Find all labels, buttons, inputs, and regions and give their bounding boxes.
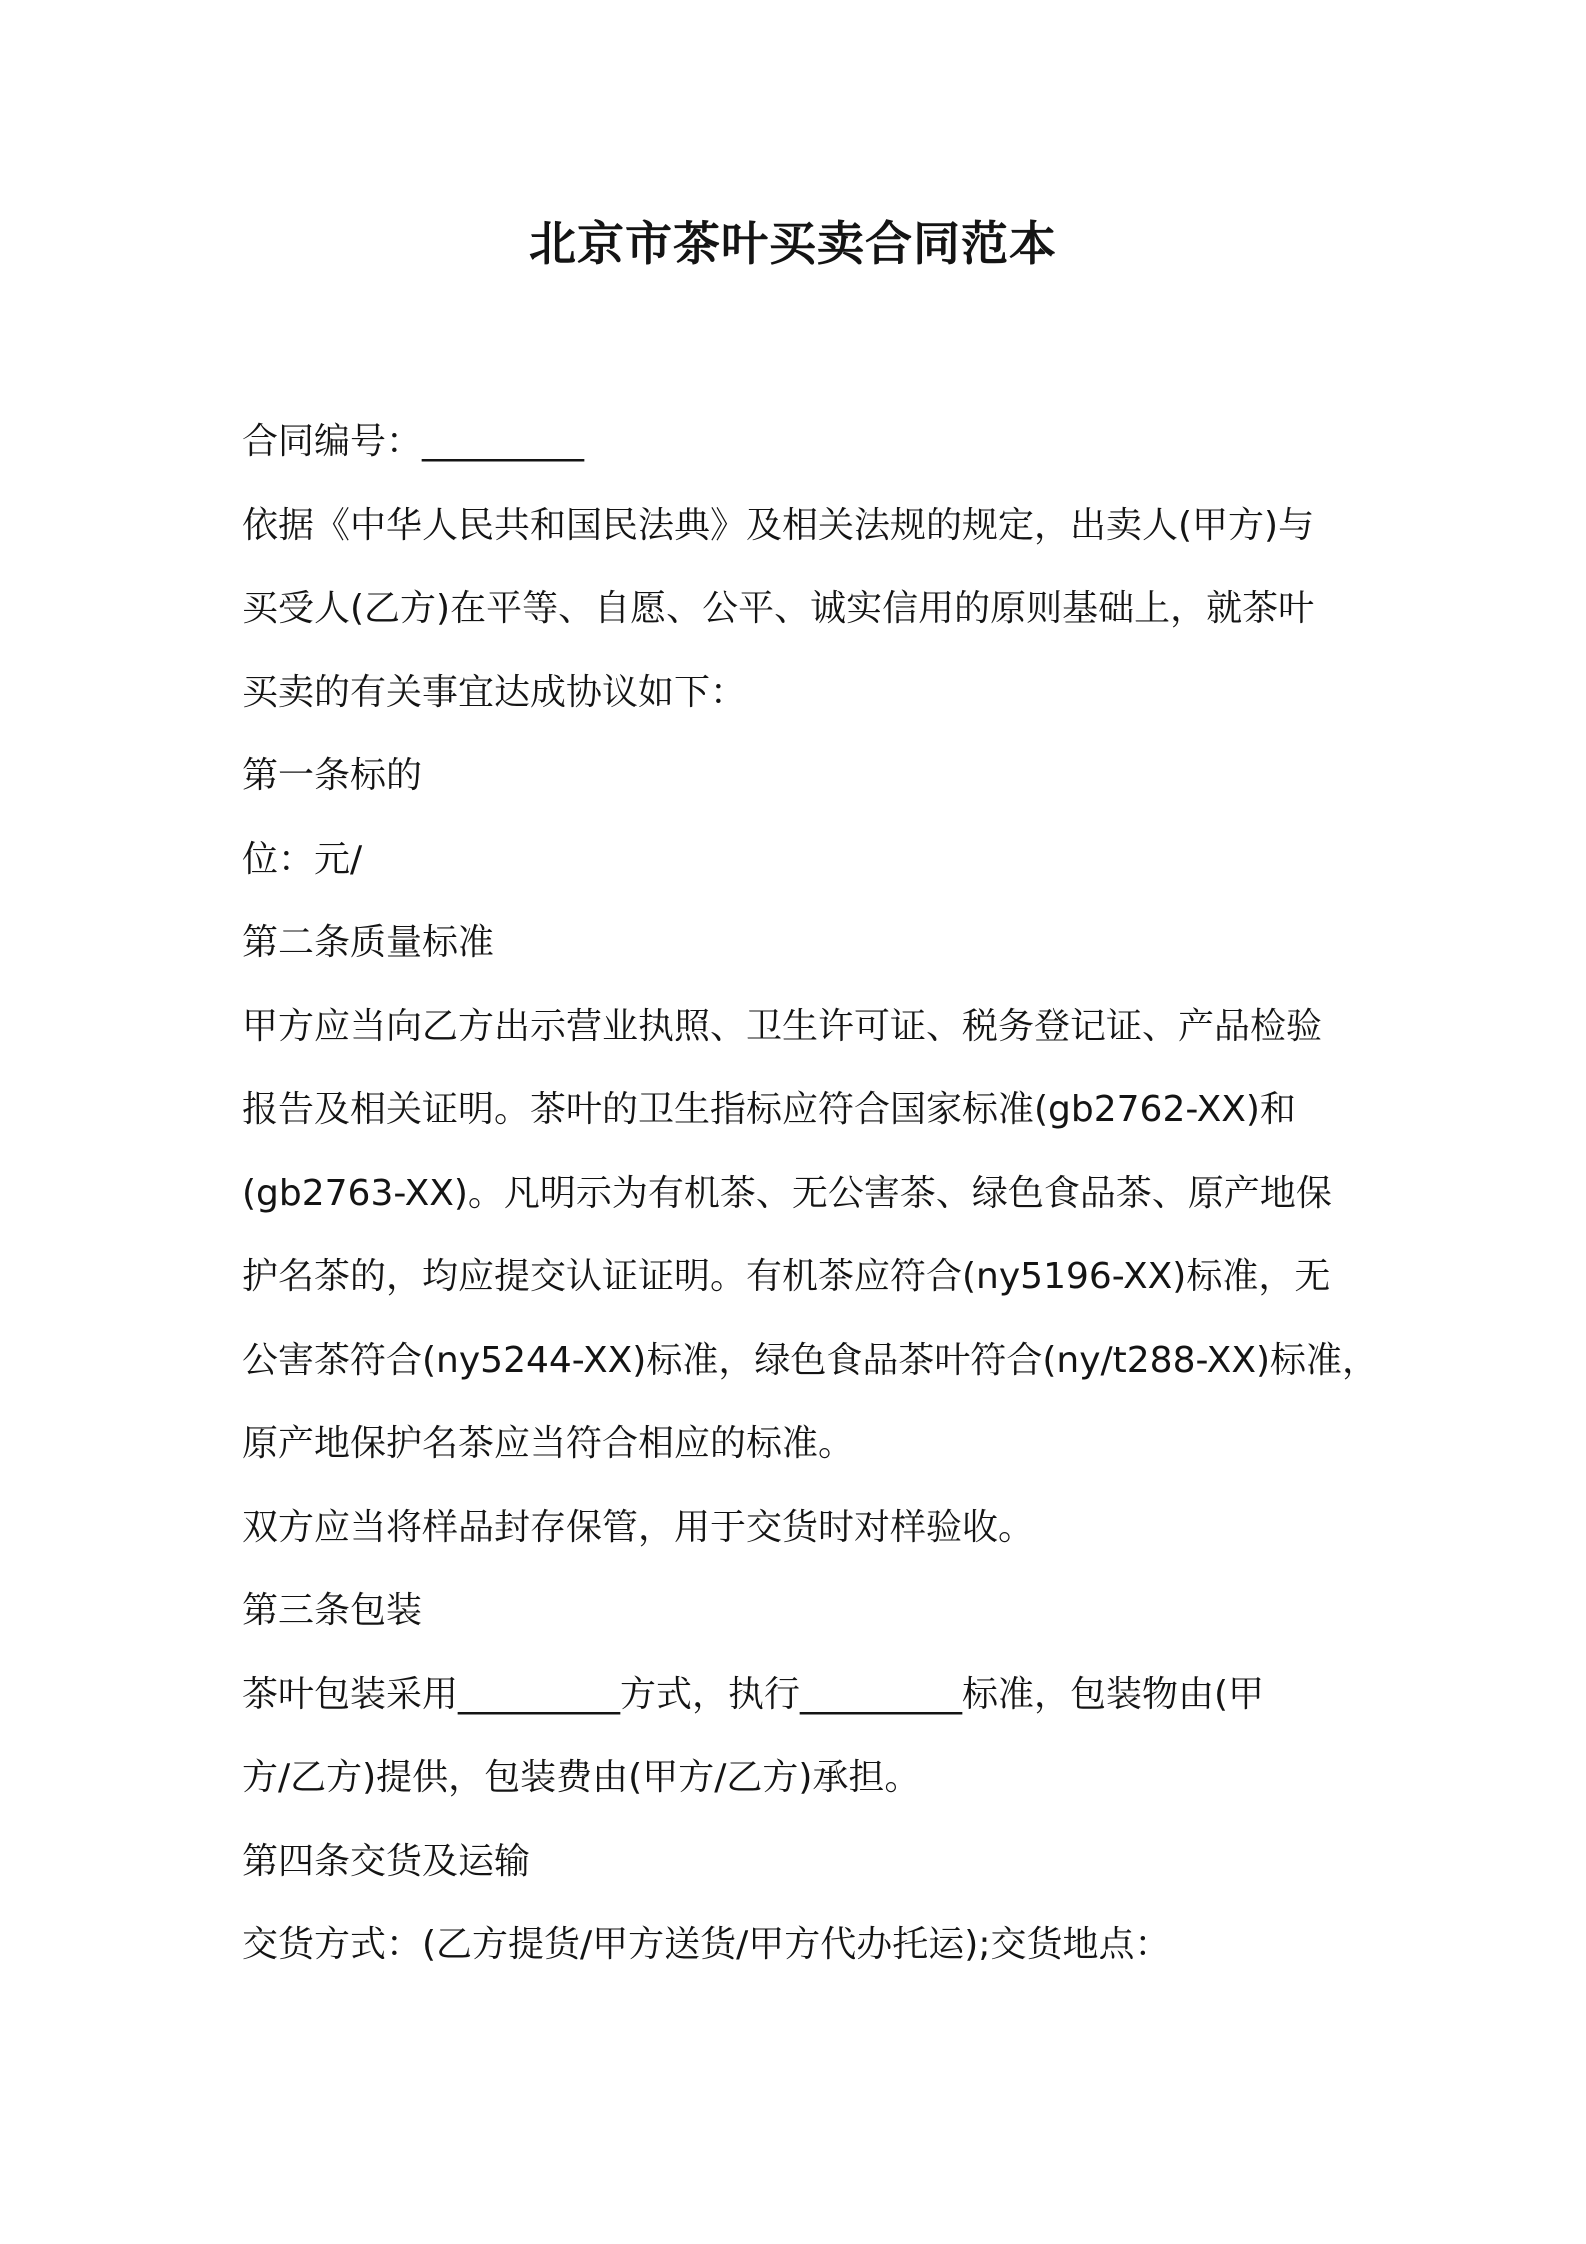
article-2-text-line-2: 报告及相关证明。茶叶的卫生指标应符合国家标准(gb2762-XX)和 xyxy=(242,1089,1296,1130)
article-4-delivery-line: 交货方式：(乙方提货/甲方送货/甲方代办托运);交货地点： xyxy=(242,1924,1171,1965)
article-2-sample-line: 双方应当将样品封存保管，用于交货时对样验收。 xyxy=(242,1506,1035,1548)
article-2-text-line-6: 原产地保护名茶应当符合相应的标准。 xyxy=(242,1423,855,1464)
article-3-text-line-2: 方/乙方)提供，包装费由(甲方/乙方)承担。 xyxy=(242,1757,921,1798)
article-2-heading: 第二条质量标准 xyxy=(242,922,495,963)
article-2-text-line-1: 甲方应当向乙方出示营业执照、卫生许可证、税务登记证、产品检验 xyxy=(242,1005,1323,1047)
preamble-line-2: 买受人(乙方)在平等、自愿、公平、诚实信用的原则基础上，就茶叶 xyxy=(242,588,1315,629)
contract-number-line: 合同编号：_________ xyxy=(242,421,585,462)
article-2-text-line-3: (gb2763-XX)。凡明示为有机茶、无公害茶、绿色食品茶、原产地保 xyxy=(242,1172,1332,1214)
article-3-text-line-1: 茶叶包装采用_________方式，执行_________标准，包装物由(甲 xyxy=(242,1673,1265,1715)
article-1-heading: 第一条标的 xyxy=(242,755,423,796)
article-3-heading: 第三条包装 xyxy=(242,1590,423,1631)
article-2-text-line-5: 公害茶符合(ny5244-XX)标准，绿色食品茶叶符合(ny/t288-XX)标准， xyxy=(242,1339,1379,1381)
preamble-line-3: 买卖的有关事宜达成协议如下： xyxy=(242,671,747,713)
document-body xyxy=(242,400,1392,1987)
preamble-line-1: 依据《中华人民共和国民法典》及相关法规的规定，出卖人(甲方)与 xyxy=(242,504,1315,546)
document-title: 北京市茶叶买卖合同范本 xyxy=(529,217,1057,272)
article-4-heading: 第四条交货及运输 xyxy=(242,1840,531,1882)
article-2-text-line-4: 护名茶的，均应提交认证证明。有机茶应符合(ny5196-XX)标准，无 xyxy=(242,1256,1331,1297)
article-1-unit-line: 位：元/ xyxy=(242,838,363,880)
